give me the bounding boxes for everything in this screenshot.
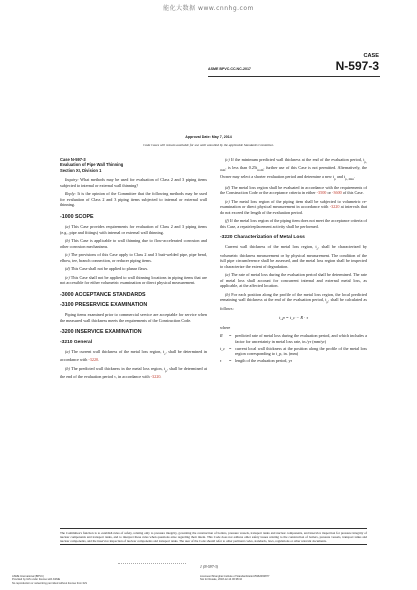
- ref-link-3220[interactable]: -3220: [329, 204, 340, 210]
- case-label: CASE: [363, 53, 379, 59]
- s3210-b: (b) The predicted wall thickness in the metal loss region, $t_p$, shall be determined at the end of the evaluation period τ, in accordance with -3220.: [60, 365, 207, 379]
- section-3000-heading: -3000 ACCEPTANCE STANDARDS: [60, 291, 146, 298]
- definitions-list: [220, 333, 367, 364]
- s3210-f: (f) If the metal loss region of the piping item does not meet the acceptance criteria of this Case, a repair/replacement activity shall be performed.: [220, 218, 367, 229]
- doc-reference: ASME BPVC.CC.NC-2017: [208, 67, 251, 71]
- where-label: where: [220, 324, 231, 330]
- inquiry-paragraph: Inquiry: What methods may be used for evaluation of Class 2 and 3 piping items subjected to internal or external wall thinning?: [60, 177, 207, 188]
- approval-date: Approval Date: May 7, 2014: [185, 135, 232, 139]
- footer-license-right: [200, 575, 269, 582]
- footer-license-left: [12, 575, 87, 585]
- section-3220-heading: -3220 Characterization of Metal Loss: [220, 235, 305, 241]
- ref-link-3600[interactable]: -3600: [332, 190, 342, 196]
- s3220-a: (a) The rate of metal loss during the evaluation period shall be determined. The rate of metal loss shall account for concurrent internal and external metal loss, as applicable, at the affected location.: [220, 272, 367, 289]
- definition-symbol: τ: [220, 358, 222, 364]
- case-title: Case N-597-3 Evaluation of Pipe Wall Thinning Section XI, Division 1: [60, 157, 124, 173]
- footer-line: Licensee=Shanghai Institute of Standardization/5962093877: [200, 575, 270, 578]
- s1000-d: (d) This Case shall not be applied to planar flaws.: [65, 266, 149, 272]
- section-3200-heading: -3200 INSERVICE EXAMINATION: [60, 329, 142, 336]
- left-column: [60, 157, 207, 383]
- formula: t_p = t_c − R · τ: [279, 315, 308, 321]
- section-3210-heading: -3210 General: [60, 339, 93, 345]
- ref-link-3500[interactable]: -3500: [316, 190, 327, 196]
- s1000-b: (b) This Case is applicable to wall thinning due to flow-accelerated corrosion and other corrosion mechanisms.: [60, 238, 207, 249]
- s3220-b: (b) For each position along the profile of the metal loss region, the local predicted remaining wall thickness at the end of the evaluation period, $t_p$, shall be calculated as follows:: [220, 291, 367, 311]
- s3210-c: (c) If the minimum predicted wall thickness at the end of the evaluation period, $t_{p, min}$, is less than $0.25t_{nom}$, further use of this Case is not permitted. Alternatively, the Owner may select a shorter evaluation period and determine a new $t_p$ and $t_{p, min}$.: [220, 157, 367, 181]
- definition-item: [220, 358, 367, 364]
- s1000-a: (a) This Case provides requirements for evaluation of Class 2 and 3 piping items (e.g., pipe and fittings) with internal or external wall thinning.: [60, 224, 207, 235]
- header-rule: [208, 76, 380, 77]
- equals-sign: =: [229, 358, 232, 364]
- footer-line: No reproduction or networking permitted without license from IHS: [12, 581, 87, 585]
- ref-link-3220[interactable]: -3220: [88, 357, 99, 363]
- definition-text: current local wall thickness at the position along the profile of the metal loss region corresponding to t_p, in. (mm): [235, 345, 367, 357]
- reply-paragraph: Reply: It is the opinion of the Committee that the following methods may be used for evaluation of Class 2 and 3 piping items subjected to internal or external wall thinning.: [60, 191, 207, 208]
- equals-sign: =: [229, 333, 232, 339]
- footer-line: ASME International (BPVC): [12, 575, 44, 578]
- definition-item: [220, 333, 367, 344]
- s3210-a: (a) The current wall thickness of the metal loss region, $t_c$, shall be determined in accordance with -3220.: [60, 348, 207, 363]
- case-number: N-597-3: [335, 59, 379, 73]
- approval-note: Code Cases will remain available for use until annulled by the applicable Standards Committee.: [143, 143, 274, 147]
- section-3100-heading: -3100 PRESERVICE EXAMINATION: [60, 302, 148, 309]
- s1000-e: (e) This Case shall not be applied to wall thinning locations in piping items that are not accessible for either volumetric examination or direct physical measurement.: [60, 274, 207, 286]
- definition-item: [220, 346, 367, 357]
- s3210-d: (d) The metal loss region shall be evaluated in accordance with the requirements of the Construction Code or the acceptance criteria in either -3500 or -3600 of this Case.: [220, 184, 367, 196]
- s3220-intro: Current wall thickness of the metal loss region, $t_c$, shall be characterized by volumetric thickness measurement or by physical measurement. The condition of the full pipe circumference shall be assessed, and the metal loss region shall be inspected to characterize the extent of degradation.: [220, 244, 367, 269]
- committee-notice: The Committee's function is to establish rules of safety, relating only to pressure integrity, governing the construction of boilers, pressure vessels, transport tanks and nuclear components, and inservice inspection for pressure integrity of nuclear components and transport tanks, and to interpret these rules when questions arise regarding their intent. This Code does not address other safety issues relating to the construction of boilers, pressure vessels, transport tanks and nuclear components, and the inservice inspection of nuclear components and transport tanks. The user of the Code should refer to other pertinent codes, standards, laws, regulations or other relevant documents.: [60, 528, 367, 545]
- s3100-text: Piping items examined prior to commercial service are acceptable for service when the measured wall thickness meets the requirements of the Construction Code.: [60, 312, 207, 323]
- right-column: [220, 139, 367, 365]
- section-1000-heading: -1000 SCOPE: [60, 213, 94, 220]
- footer-line: Not for Resale, 2018-12-14 06:38:10: [200, 578, 243, 582]
- definition-symbol: R: [220, 333, 223, 339]
- definition-symbol: t_c: [220, 345, 226, 351]
- footer-line: Provided by IHS under license with ASME: [12, 578, 61, 582]
- definition-text: predicted rate of metal loss during the evaluation period, and which includes a factor for uncertainty in metal loss rate, in./yr (mm/yr): [235, 333, 367, 344]
- page-number: 1 (N-597-3): [200, 565, 219, 569]
- ref-link-3220[interactable]: -3220: [150, 374, 161, 379]
- equals-sign: =: [229, 345, 232, 351]
- s1000-c: (c) The provisions of this Case apply to Class 2 and 3 butt-welded pipe, pipe bend, elbow, tee, branch connection, or reducer piping items.: [60, 252, 207, 263]
- definition-text: length of the evaluation period, yr: [235, 358, 292, 364]
- watermark: 能化大数据 www.cnnhg.com: [163, 5, 254, 12]
- divider: [118, 563, 186, 564]
- s3210-e: (e) The metal loss region of the piping item shall be subjected to volumetric re-examination or direct physical measurement in accordance with -3220 at intervals that do not exceed the length of the evaluation period.: [220, 198, 367, 215]
